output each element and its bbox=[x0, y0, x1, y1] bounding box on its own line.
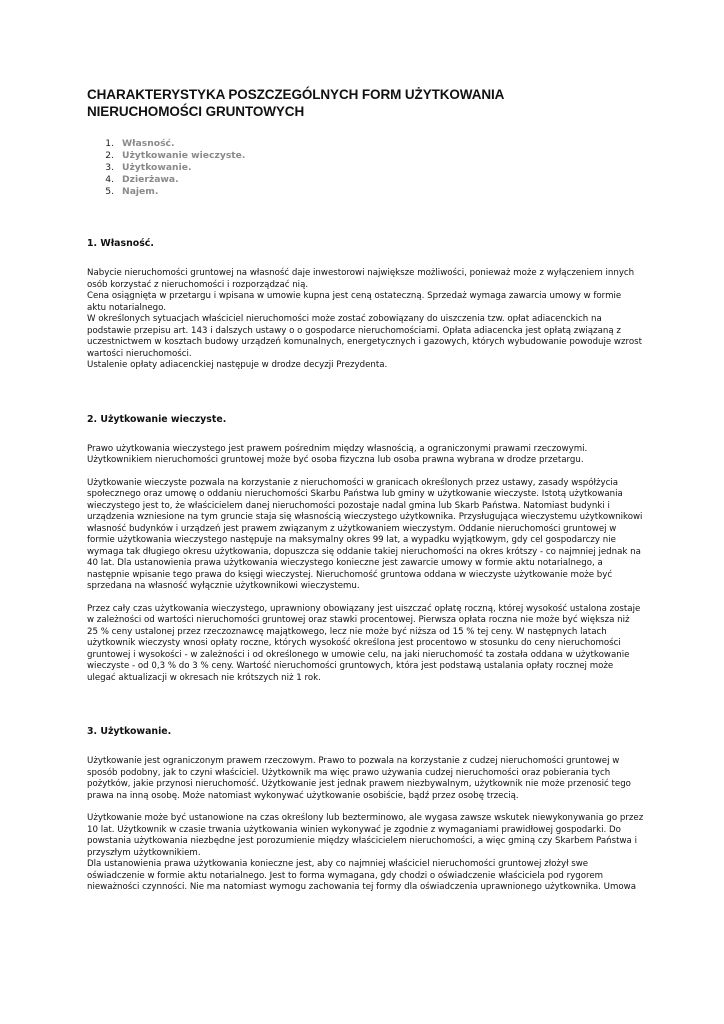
text-line: 25 % ceny ustalonej przez rzeczoznawcę majątkowego, lecz nie może być niższa od 15 % tej ceny. W następnych latach bbox=[87, 626, 607, 637]
text-line: prawa na inną osobę. Może natomiast wykonywać użytkowanie osobiście, bądź przez osobę trzecią. bbox=[87, 790, 519, 801]
text-line: Ustalenie opłaty adiacenckiej następuje w drodze decyzji Prezydenta. bbox=[87, 360, 388, 370]
text-line: Nabycie nieruchomości gruntowej na własność daje inwestorowi największe możliwości, ponieważ może z wyłączeniem innych bbox=[87, 268, 635, 278]
text-line: pożytków, jakie przynosi nieruchomość. Użytkowanie jest jednak prawem niezbywalnym, użytkownik nie może przenosić tego bbox=[87, 779, 631, 789]
text-line: formie użytkowania wieczystego następuje na maksymalny okres 99 lat, a wypadku wyjątkowym, gdy cel gospodarczy nie bbox=[87, 535, 616, 545]
text-line: własność budynków i urządzeń jest prawem związanym z użytkowaniem wieczystym. Oddanie nieruchomości gruntowej w bbox=[87, 523, 617, 534]
text-line: wymaga tak długiego okresu użytkowania, dopuszcza się oddanie takiej nieruchomości na okres krótszy - co najmniej jednak na bbox=[87, 546, 641, 557]
text-line: społecznego oraz umowę o oddaniu nieruchomości Skarbu Państwa lub gminy w użytkowanie wieczyste. Istotą użytkowania bbox=[87, 489, 623, 499]
toc-item[interactable] bbox=[87, 150, 632, 162]
paragraph bbox=[87, 477, 643, 593]
paragraph bbox=[87, 603, 641, 685]
paragraph bbox=[87, 444, 632, 467]
toc-number: 2. bbox=[105, 150, 114, 161]
paragraph bbox=[87, 756, 632, 802]
text-line: podstawie przepisu art. 143 i dalszych ustawy o o gospodarce nieruchomościami. Opłata adiacencka jest opłatą związaną z bbox=[87, 325, 621, 336]
toc-label[interactable]: Użytkowanie. bbox=[122, 162, 192, 173]
text-line: Użytkowanie może być ustanowione na czas określony lub bezterminowo, ale wygasa zawsze wskutek niewykonywania go przez bbox=[87, 813, 644, 823]
text-line: gruntowej i wysokości - w zależności i od określonego w umowie celu, na jaki nieruchomość ta została oddana w użytkowanie bbox=[87, 649, 630, 660]
paragraph bbox=[87, 813, 644, 894]
toc-number: 3. bbox=[105, 162, 114, 173]
text-line: wieczyste - od 0,3 % do 3 % ceny. Wartość nieruchomości gruntowych, która jest podstawą ustalania opłaty rocznej może bbox=[87, 661, 614, 671]
text-line: nieważności czynności. Nie ma natomiast wymogu zachowania tej formy dla oświadczenia uprawnionego użytkownika. Umowa bbox=[87, 882, 636, 892]
text-line: urządzenia wzniesione na tym gruncie staja się własnością wieczystego użytkownika. Przysługująca wieczystemu użytkownikowi bbox=[87, 512, 643, 522]
text-line: Przez cały czas użytkowania wieczystego, uprawniony obowiązany jest uiszczać opłatę roczną, której wysokość ustalona zostaje bbox=[87, 603, 641, 614]
text-line: 40 lat. Dla ustanowienia prawa użytkowania wieczystego konieczne jest zawarcie umowy w formie aktu notarialnego, a bbox=[87, 558, 603, 568]
text-line: Dla ustanowienia prawa użytkowania konieczne jest, aby co najmniej właściciel nieruchomości gruntowej złożył swe bbox=[87, 859, 589, 869]
section-heading-uzytkowanie-wieczyste: 2. Użytkowanie wieczyste. bbox=[87, 413, 227, 425]
text-line: wartości nieruchomości. bbox=[87, 348, 192, 359]
text-line: wieczystego jest to, że właścicielem danej nieruchomości pozostaje nadal gmina lub Skarb Państwa. Natomiast budynki i bbox=[87, 500, 610, 511]
section-heading-uzytkowanie: 3. Użytkowanie. bbox=[87, 726, 172, 737]
title-line: NIERUCHOMOŚCI GRUNTOWYCH bbox=[87, 104, 305, 119]
text-line: następnie wpisanie tego prawa do księgi wieczystej. Nieruchomość gruntowa oddana w wieczyste użytkowanie może być bbox=[87, 569, 613, 580]
table-of-contents bbox=[87, 138, 632, 198]
toc-item[interactable] bbox=[87, 138, 632, 150]
document-title bbox=[87, 86, 632, 120]
title-line: CHARAKTERYSTYKA POSZCZEGÓLNYCH FORM UŻYTKOWANIA bbox=[87, 87, 505, 102]
toc-number: 4. bbox=[105, 174, 114, 185]
text-line: użytkownik wieczysty wnosi opłaty roczne, których wysokość określona jest procentowo w stosunku do ceny nieruchomości bbox=[87, 638, 621, 648]
text-line: Prawo użytkowania wieczystego jest prawem pośrednim między własnością, a ograniczonymi prawami rzeczowymi. bbox=[87, 443, 588, 454]
toc-item[interactable] bbox=[87, 162, 632, 174]
text-line: Użytkowanie wieczyste pozwala na korzystanie z nieruchomości w granicach określonych przez ustawy, zasady współżycia bbox=[87, 477, 619, 488]
text-line: powstania użytkowania niezbędne jest porozumienie między właścicielem nieruchomości, a więc gminą czy Skarbem Państwa i bbox=[87, 836, 637, 846]
text-line: Użytkownikiem nieruchomości gruntowej może być osoba fizyczna lub osoba prawna wybrana w drodze przetargu. bbox=[87, 455, 584, 465]
text-line: W określonych sytuacjach właściciel nieruchomości może zostać zobowiązany do uiszczenia tzw. opłat adiacenckich na bbox=[87, 314, 602, 324]
toc-label[interactable]: Dzierżawa. bbox=[122, 174, 179, 185]
text-line: ulegać aktualizacji w okresach nie krótszych niż 1 rok. bbox=[87, 672, 321, 683]
text-line: sposób podobny, jak to czyni właściciel. Użytkownik ma więc prawo używania cudzej nieruchomości oraz pobierania tych bbox=[87, 767, 611, 778]
document-page bbox=[87, 86, 644, 894]
text-line: Użytkowanie jest ograniczonym prawem rzeczowym. Prawo to pozwala na korzystanie z cudzej nieruchomości gruntowej w bbox=[87, 756, 620, 766]
text-line: aktu notarialnego. bbox=[87, 302, 167, 313]
toc-item[interactable] bbox=[87, 186, 632, 198]
text-line: osób korzystać z nieruchomości i rozporządzać nią. bbox=[87, 279, 309, 290]
text-line: 10 lat. Użytkownik w czasie trwania użytkowania winien wykonywać je zgodnie z wymaganiami prawidłowej gospodarki. Do bbox=[87, 824, 621, 835]
paragraph bbox=[87, 268, 642, 372]
text-line: Cena osiągnięta w przetargu i wpisana w umowie kupna jest ceną ostateczną. Sprzedaż wymaga zawarcia umowy w formie bbox=[87, 291, 622, 301]
toc-number: 1. bbox=[105, 138, 114, 149]
toc-label[interactable]: Użytkowanie wieczyste. bbox=[122, 150, 246, 161]
toc-item[interactable] bbox=[87, 174, 632, 186]
text-line: przyszłym użytkownikiem. bbox=[87, 847, 201, 858]
toc-label[interactable]: Własność. bbox=[122, 138, 175, 149]
text-line: oświadczenie w formie aktu notarialnego. Jest to forma wymagana, gdy chodzi o oświadczenie właściciela pod rygorem bbox=[87, 870, 604, 881]
section-heading-wlasnosc: 1. Własność. bbox=[87, 238, 154, 249]
toc-label[interactable]: Najem. bbox=[122, 186, 159, 197]
toc-number: 5. bbox=[105, 186, 114, 197]
text-line: sprzedana na własność wyłącznie użytkownikowi wieczystemu. bbox=[87, 581, 360, 591]
text-line: w zależności od wartości nieruchomości gruntowej oraz stawki procentowej. Pierwsza opłata roczna nie może być większa niż bbox=[87, 615, 630, 625]
text-line: uczestnictwem w kosztach budowy urządzeń komunalnych, energetycznych i gazowych, których wybudowanie powoduje wzrost bbox=[87, 337, 642, 347]
